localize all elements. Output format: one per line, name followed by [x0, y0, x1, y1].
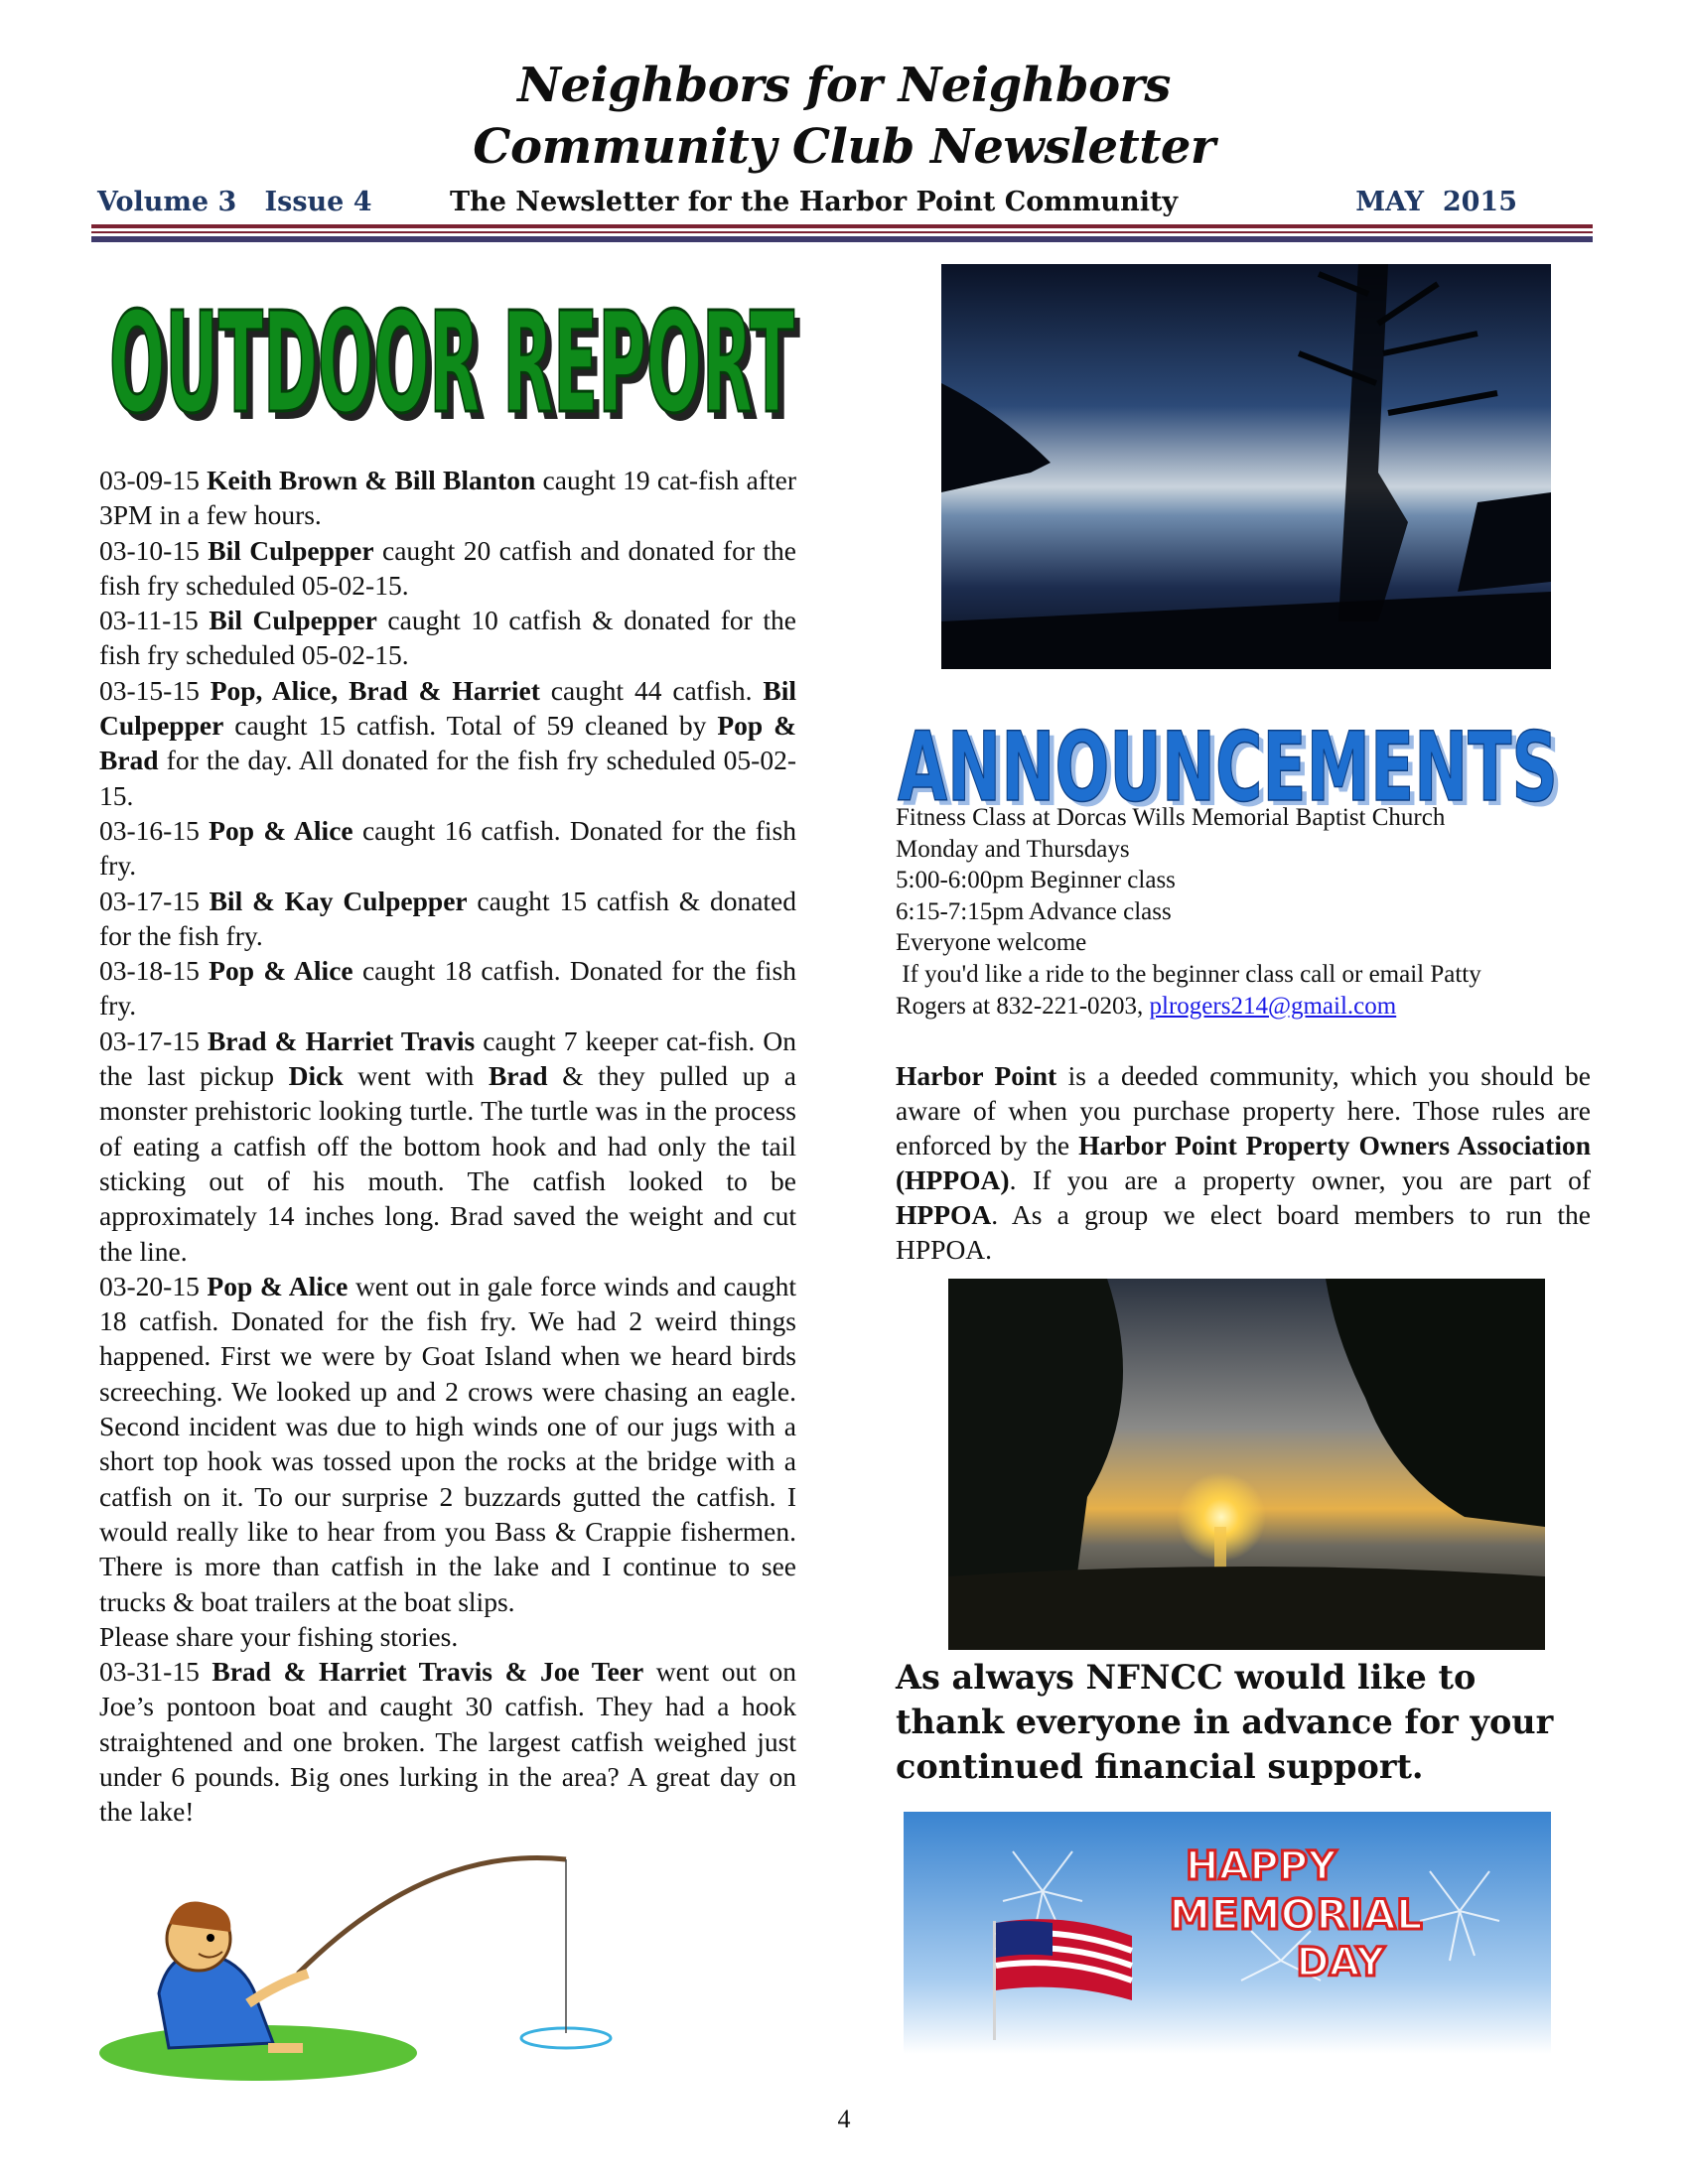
text-run: . As a group we elect board members to run the HPPOA.: [896, 1199, 1591, 1265]
announcement-line: If you'd like a ride to the beginner class call or email Patty: [896, 960, 1481, 988]
bold-name: Pop & Alice: [209, 814, 353, 846]
newsletter-subtitle: Community Club Newsletter: [473, 119, 1215, 175]
text-run: 03-16-15: [99, 814, 210, 846]
text-run: 03-10-15: [99, 534, 209, 566]
bold-name: Dick: [288, 1060, 344, 1092]
announcements-shadow: ANNOUNCEMENTS: [903, 717, 1563, 812]
report-entry: [99, 1024, 796, 1269]
text-run: 03-11-15: [99, 605, 210, 636]
bold-name: Pop, Alice, Brad & Harriet: [210, 674, 540, 706]
text-run: 03-20-15: [99, 1270, 208, 1301]
text-run: caught 16 catfish. Donated for the fish fry.: [99, 814, 796, 882]
bold-name: Brad & Harriet Travis & Joe Teer: [211, 1656, 644, 1688]
report-entry: [99, 953, 796, 1024]
tagline: The Newsletter for the Harbor Point Community: [450, 187, 1179, 217]
text-run: caught 10 catfish & donated for the fish fry scheduled 05-02-15.: [99, 605, 796, 671]
text-run: & they pulled up a monster prehistoric looking turtle. The turtle was in the process of eating a catfish off the bottom hook and had only the tail sticking out of his mouth. The catfish looked to be approximately 14 inches long. Brad saved the weight and cut the line.: [99, 1060, 796, 1267]
report-entry: [99, 603, 796, 673]
text-run: . If you are a property owner, you are part of: [1009, 1164, 1591, 1195]
harbor-point-paragraph: [896, 1058, 1591, 1267]
announcement-line: Fitness Class at Dorcas Wills Memorial Baptist Church: [896, 804, 1446, 831]
memorial-line2: MEMORIAL: [1169, 1890, 1423, 1939]
header-divider: [91, 236, 1593, 242]
text-run: caught 18 catfish. Donated for the fish fry.: [99, 955, 796, 1022]
report-entry: [99, 884, 796, 954]
sunset-trees-photo: [948, 1279, 1545, 1650]
email-link[interactable]: plrogers214@gmail.com: [1149, 992, 1397, 1020]
outdoor-report-heading: [97, 260, 807, 429]
announcements-heading: [894, 713, 1569, 812]
announcement-contact: Rogers at 832-221-0203,: [896, 992, 1150, 1020]
report-entry: [99, 1619, 796, 1654]
lake-sunset-photo: [941, 264, 1551, 669]
text-run: went out in gale force winds and caught 18 catfish. Donated for the fish fry. We had 2 weird things happened. First we were by Goat Island when we heard birds screeching. We looked up and 2 crows were chasing an eagle. Second incident was due to high winds one of our jugs with a short top hook was tossed upon the rocks at the bridge with a catfish on it. To our surprise 2 buzzards gutted the catfish. I would really like to hear from you Bass & Crappie fishermen. There is more than catfish in the lake and I continue to see trucks & boat trailers at the boat slips.: [99, 1270, 796, 1617]
outdoor-report-title: OUTDOOR REPORT: [109, 283, 794, 429]
bold-name: Bil & Kay Culpepper: [209, 885, 468, 916]
report-entry: [99, 673, 796, 813]
volume-issue: Volume 3 Issue 4: [97, 187, 372, 217]
text-run: caught 15 catfish. Total of 59 cleaned by: [223, 710, 718, 742]
text-run: went with: [343, 1060, 489, 1092]
text-run: caught 20 catfish and donated for the fish fry scheduled 05-02-15.: [99, 534, 796, 601]
bold-name: Pop & Alice: [207, 1270, 349, 1301]
announcement-line: Everyone welcome: [896, 929, 1087, 957]
fisherman-cartoon: [99, 1854, 735, 2083]
report-entry: [99, 813, 796, 884]
text-run: caught 44 catfish.: [539, 674, 764, 706]
text-run: 03-17-15: [99, 1024, 208, 1056]
page-number: 4: [837, 2105, 851, 2133]
bold-name: Brad & Harriet Travis: [207, 1024, 476, 1056]
issue-date: MAY 2015: [1355, 187, 1517, 217]
report-entry: [99, 1269, 796, 1619]
text-run: caught 7 keeper cat-fish. On the last pickup: [99, 1024, 796, 1092]
announcements-title: ANNOUNCEMENTS: [898, 713, 1558, 812]
text-run: 03-09-15: [99, 465, 208, 495]
header-divider: [91, 231, 1593, 233]
announcement-line: [896, 991, 1591, 1023]
report-entry: [99, 1654, 796, 1829]
bold-name: Bil Culpepper: [99, 674, 796, 742]
report-entry: [99, 533, 796, 604]
fitness-announcement: [896, 802, 1591, 1022]
announcement-line: Monday and Thursdays: [896, 835, 1130, 863]
bold-name: Pop & Alice: [209, 955, 353, 987]
announcement-line: 5:00-6:00pm Beginner class: [896, 867, 1176, 894]
thank-you-note: As always NFNCC would like to thank everyone in advance for your continued financial support.: [896, 1658, 1554, 1786]
bold-name: Pop & Brad: [99, 710, 797, 776]
memorial-line3: DAY: [1296, 1940, 1385, 1985]
bold-name: Bil Culpepper: [209, 605, 377, 636]
text-run: caught 15 catfish & donated for the fish fry.: [99, 885, 797, 951]
report-entry: [99, 463, 796, 533]
bold-name: Keith Brown & Bill Blanton: [207, 465, 536, 495]
outdoor-report-article: [99, 463, 796, 1830]
bold-name: HPPOA: [896, 1199, 992, 1230]
newsletter-title: Neighbors for Neighbors: [517, 58, 1171, 113]
masthead: [0, 55, 1688, 178]
bold-name: Bil Culpepper: [208, 534, 374, 566]
announcement-line: 6:15-7:15pm Advance class: [896, 897, 1172, 925]
bold-name: Harbor Point: [896, 1060, 1057, 1091]
text-run: is a deeded community, which you should be aware of when you purchase property here. Those rules are enforced by the: [896, 1060, 1591, 1160]
text-run: for the day. All donated for the fish fry scheduled 05-02-15.: [99, 745, 796, 811]
header-divider: [91, 224, 1593, 228]
text-run: 03-31-15: [99, 1656, 212, 1688]
issue-bar: [97, 187, 1517, 220]
memorial-line1: HAPPY: [1185, 1843, 1337, 1889]
harbor-point-text: [896, 1058, 1591, 1267]
text-run: 03-15-15: [99, 674, 211, 706]
text-run: 03-18-15: [99, 955, 210, 987]
bold-name: Harbor Point Property Owners Association (HPPOA): [896, 1130, 1592, 1195]
text-run: caught 19 cat-fish after 3PM in a few hours.: [99, 465, 796, 531]
text-run: went out on Joe’s pontoon boat and caught 30 catfish. They had a hook straightened and one broken. The largest catfish weighed just under 6 pounds. Big ones lurking in the area? A great day on the lake!: [99, 1656, 796, 1828]
bold-name: Brad: [488, 1060, 548, 1092]
memorial-day-banner: [904, 1812, 1551, 2054]
text-run: 03-17-15: [99, 885, 210, 916]
text-run: Please share your fishing stories.: [99, 1620, 459, 1652]
outdoor-report-shadow: OUTDOOR REPORT: [115, 291, 800, 429]
